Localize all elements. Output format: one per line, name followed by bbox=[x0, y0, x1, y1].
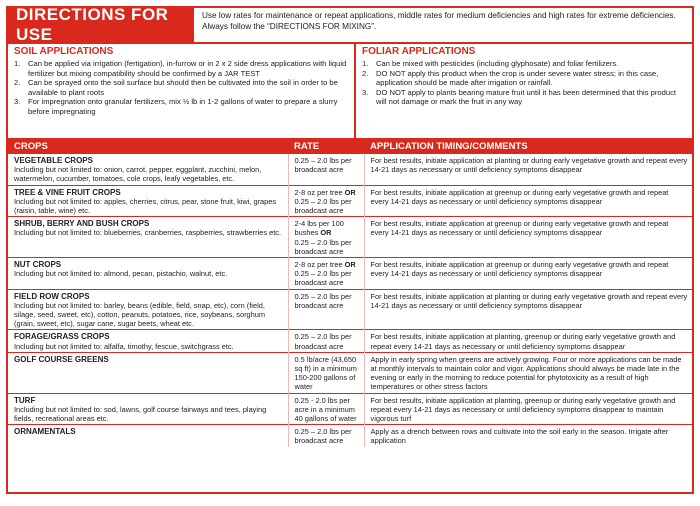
list-item-number: 2. bbox=[14, 78, 21, 88]
table-row bbox=[8, 289, 692, 330]
list-item-number: 3. bbox=[14, 97, 21, 107]
crop-table bbox=[8, 140, 692, 447]
crop-description: Including but not limited to: alfalfa, timothy, fescue, switchgrass etc. bbox=[14, 341, 234, 351]
timing-cell bbox=[364, 330, 692, 352]
rate-cell bbox=[288, 217, 364, 258]
timing-text: Apply in early spring when greens are actively growing. Four or more applications can be made at monthly intervals to maintain color and vigor. Applications should always be made late in the evening or early in the morning to reduce potential for phytotoxicity as a result of high temperatures or other stress factors bbox=[370, 354, 682, 392]
crop-name: GOLF COURSE GREENS bbox=[14, 354, 109, 364]
rate-cell bbox=[288, 185, 364, 217]
rate-primary: 0.25 - 2.0 lbs per acre in a minimum 40 gallons of water bbox=[294, 395, 357, 424]
timing-cell bbox=[364, 217, 692, 258]
crop-description: Including but not limited to: sod, lawns, golf course fairways and tees, playing fields, recreational areas etc. bbox=[14, 404, 267, 424]
crop-cell bbox=[8, 258, 288, 290]
crop-description: Including but not limited to: apples, cherries, citrus, pear, stone fruit, kiwi, grapes (raisin, table, wine) etc. bbox=[14, 196, 277, 216]
crop-name: ORNAMENTALS bbox=[14, 427, 76, 437]
timing-text: Apply as a drench between rows and cultivate into the soil early in the season. Irrigate after application bbox=[370, 427, 669, 446]
list-item-number: 1. bbox=[14, 59, 21, 68]
crop-cell bbox=[8, 185, 288, 217]
soil-applications-list bbox=[14, 59, 348, 117]
list-item-text: Can be sprayed onto the soil surface but should then be cultivated into the soil in order to be available to plant roots bbox=[28, 78, 338, 97]
column-header-rate: RATE bbox=[288, 140, 364, 154]
table-row bbox=[8, 154, 692, 186]
rate-primary: 0.25 – 2.0 lbs per broadcast acre bbox=[294, 332, 352, 351]
crop-name: NUT CROPS bbox=[14, 260, 62, 270]
rate-cell bbox=[288, 393, 364, 425]
timing-text: For best results, initiate application at planting or during early vegetative growth and repeat every 14-21 days as necessary or until deficiency symptoms disappear bbox=[370, 291, 688, 310]
column-header-crops: CROPS bbox=[8, 140, 288, 154]
crop-name: FORAGE/GRASS CROPS bbox=[14, 332, 110, 342]
rate-cell bbox=[288, 258, 364, 290]
timing-text: For best results, initiate application at planting, greenup or during early vegetative growth and repeat every 14-21 days as necessary or until deficiency symptoms disappear bbox=[370, 332, 676, 351]
timing-text: For best results, initiate application at greenup or during early vegetative growth and repeat every 14-21 days as necessary or until deficiency symptoms disappear bbox=[370, 219, 669, 238]
crop-name: SHRUB, BERRY AND BUSH CROPS bbox=[14, 219, 150, 229]
rate-cell bbox=[288, 154, 364, 186]
timing-cell bbox=[364, 154, 692, 186]
crop-name: TREE & VINE FRUIT CROPS bbox=[14, 187, 121, 197]
table-row bbox=[8, 185, 692, 217]
rate-primary: 0.5 lb/acre (43,650 sq ft) in a minimum 150-200 gallons of water bbox=[294, 354, 357, 392]
timing-text: For best results, initiate application at greenup or during early vegetative growth and repeat every 14-21 days as necessary or until deficiency symptoms disappear bbox=[370, 260, 669, 279]
foliar-applications-list bbox=[362, 59, 686, 107]
soil-applications-title: SOIL APPLICATIONS bbox=[14, 46, 114, 57]
timing-text: For best results, initiate application at planting, greenup or during early vegetative growth and repeat every 14-21 days as necessary or until deficiency symptoms disappear to maintain vigorous turf bbox=[370, 395, 676, 424]
foliar-applications-title: FOLIAR APPLICATIONS bbox=[362, 46, 476, 57]
rate-cell bbox=[288, 425, 364, 447]
list-item bbox=[362, 59, 686, 69]
rate-secondary: 0.25 – 2.0 lbs per broadcast acre bbox=[294, 269, 352, 288]
table-row bbox=[8, 217, 692, 258]
timing-cell bbox=[364, 393, 692, 425]
rate-or: OR bbox=[344, 187, 356, 197]
table-header-row bbox=[8, 140, 692, 154]
table-row bbox=[8, 393, 692, 425]
rate-or: OR bbox=[320, 228, 332, 238]
crop-description: Including but not limited to: blueberries, cranberries, raspberries, strawberries etc. bbox=[14, 228, 282, 238]
list-item bbox=[14, 97, 348, 116]
crop-description: Including but not limited to: barley, beans (edible, field, snap, etc), corn (field, silage, seed, sweet, etc), cotton, peanuts, potatoes, rice, soybeans, sorghum (grain, sweet, etc), sugar cane, sugar beets, wheat etc. bbox=[14, 300, 266, 329]
list-item-text: For impregnation onto granular fertilizers, mix ½ lb in 1-2 gallons of water to prepare a slurry before impregnating bbox=[28, 97, 338, 116]
timing-cell bbox=[364, 258, 692, 290]
page-title: DIRECTIONS FOR USE bbox=[8, 8, 194, 42]
rate-secondary: 0.25 – 2.0 lbs per broadcast acre bbox=[294, 237, 352, 256]
list-item-number: 1. bbox=[362, 59, 369, 68]
header bbox=[8, 5, 692, 44]
table-row bbox=[8, 425, 692, 447]
crop-cell bbox=[8, 393, 288, 425]
crop-description: Including but not limited to: almond, pecan, pistachio, walnut, etc. bbox=[14, 269, 228, 279]
list-item-number: 3. bbox=[362, 87, 369, 97]
table-row bbox=[8, 258, 692, 290]
list-item bbox=[362, 69, 686, 88]
list-item-text: Can be applied via irrigation (fertigation), in-furrow or in 2 x 2 side dress applications with liquid fertilizer but mixing compatibility should be confirmed by a JAR TEST bbox=[28, 59, 347, 78]
list-item-number: 2. bbox=[362, 68, 369, 78]
crop-name: TURF bbox=[14, 395, 36, 405]
soil-applications bbox=[8, 44, 356, 138]
crop-name: FIELD ROW CROPS bbox=[14, 291, 90, 301]
foliar-applications bbox=[356, 44, 692, 138]
timing-text: For best results, initiate application at planting or during early vegetative growth and repeat every 14-21 days as necessary or until deficiency symptoms disappear bbox=[370, 156, 688, 175]
rate-or: OR bbox=[344, 260, 356, 270]
list-item-text: DO NOT apply this product when the crop is under severe water stress; in this case, application should be made after irrigation or rainfall. bbox=[376, 68, 659, 88]
list-item-text: Can be mixed with pesticides (including glyphosate) and foliar fertilizers. bbox=[376, 59, 619, 68]
crop-cell bbox=[8, 352, 288, 393]
rate-cell bbox=[288, 352, 364, 393]
rate-primary: 2-8 oz per tree bbox=[294, 187, 343, 197]
rate-primary: 2-8 oz per tree bbox=[294, 260, 343, 270]
timing-cell bbox=[364, 289, 692, 330]
list-item bbox=[14, 78, 348, 97]
rate-primary: 0.25 – 2.0 lbs per broadcast acre bbox=[294, 291, 352, 310]
timing-cell bbox=[364, 185, 692, 217]
table-row bbox=[8, 352, 692, 393]
rate-cell bbox=[288, 330, 364, 352]
timing-cell bbox=[364, 425, 692, 447]
applications-section bbox=[8, 44, 692, 140]
crop-cell bbox=[8, 217, 288, 258]
rate-primary: 0.25 – 2.0 lbs per broadcast acre bbox=[294, 427, 352, 446]
crop-cell bbox=[8, 154, 288, 186]
list-item bbox=[362, 88, 686, 107]
rate-cell bbox=[288, 289, 364, 330]
crop-description: Including but not limited to: onion, carrot, pepper, eggplant, zucchini, melon, watermelon, cucumber, tomatoes, cole crops, leafy vegetables, etc. bbox=[14, 165, 262, 184]
list-item bbox=[14, 59, 348, 78]
crop-cell bbox=[8, 425, 288, 447]
directions-panel bbox=[6, 6, 694, 494]
crop-cell bbox=[8, 330, 288, 352]
timing-cell bbox=[364, 352, 692, 393]
rate-primary: 2-4 lbs per 100 bushes bbox=[294, 219, 344, 238]
column-header-timing: APPLICATION TIMING/COMMENTS bbox=[364, 140, 692, 154]
table-row bbox=[8, 330, 692, 352]
crop-name: VEGETABLE CROPS bbox=[14, 156, 93, 165]
rate-primary: 0.25 – 2.0 lbs per broadcast acre bbox=[294, 156, 352, 175]
rate-secondary: 0.25 – 2.0 lbs per broadcast acre bbox=[294, 196, 352, 216]
timing-text: For best results, initiate application at greenup or during early vegetative growth and repeat every 14-21 days as necessary or until deficiency symptoms disappear bbox=[370, 187, 669, 206]
crop-cell bbox=[8, 289, 288, 330]
list-item-text: DO NOT apply to plants bearing mature fruit until it has been determined that this product will not damage or mark the fruit in any way bbox=[376, 87, 676, 107]
header-note: Use low rates for maintenance or repeat applications, middle rates for medium deficiencies and high rates for extreme deficiencies. Always follow the “DIRECTIONS FOR MIXING”. bbox=[202, 11, 676, 31]
